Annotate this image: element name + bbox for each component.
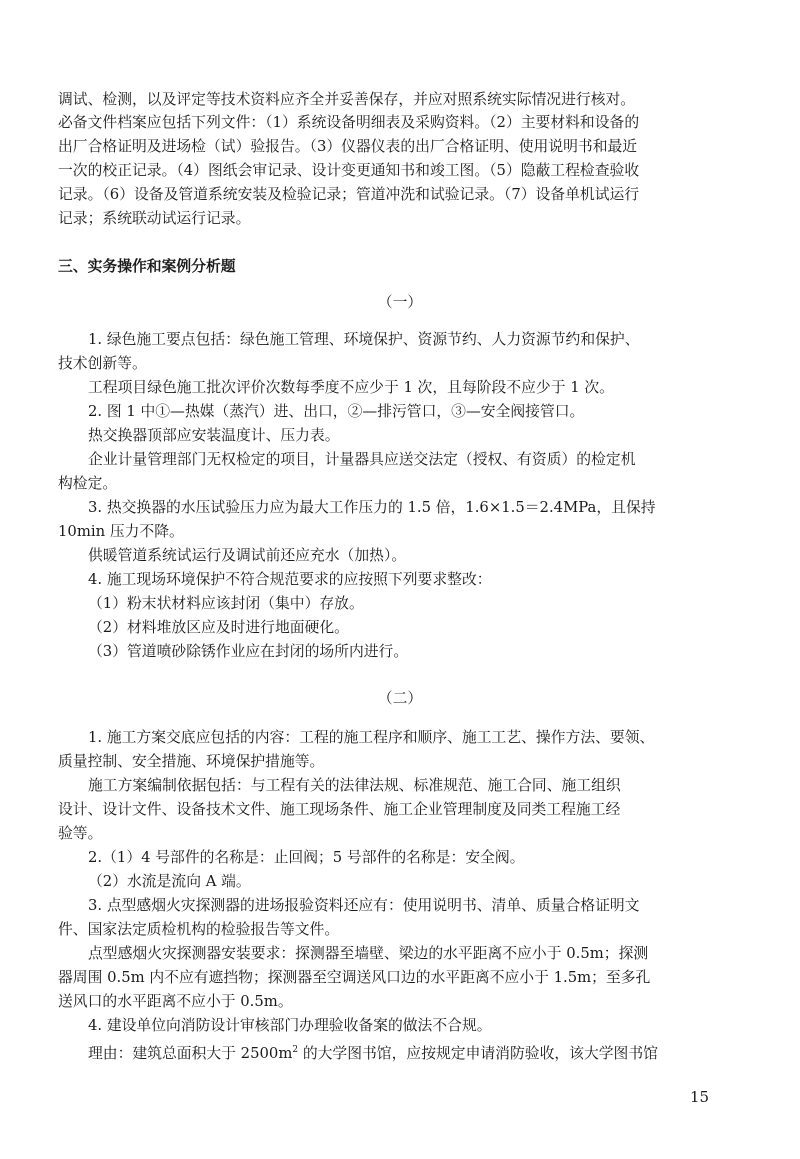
text-span: 的大学图书馆，应按规定申请消防验收，该大学图书馆	[298, 1044, 658, 1062]
page-number: 15	[690, 1088, 710, 1106]
text-line: 必备文件档案应包括下列文件：（1）系统设备明细表及采购资料。（2）主要材料和设备的	[58, 114, 640, 131]
text-line	[88, 1040, 658, 1064]
superscript: 2	[292, 1045, 299, 1055]
text-line: 施工方案编制依据包括：与工程有关的法律法规、标准规范、施工合同、施工组织	[88, 777, 621, 794]
text-line: 点型感烟火灾探测器安装要求：探测器至墙壁、梁边的水平距离不应小于 0.5m；探测	[88, 945, 649, 962]
text-line: 设计、设计文件、设备技术文件、施工现场条件、施工企业管理制度及同类工程施工经	[58, 801, 621, 818]
text-line: 4. 施工现场环境保护不符合规范要求的应按照下列要求整改：	[88, 571, 492, 588]
text-line: 构检定。	[58, 475, 118, 492]
text-line: 记录；系统联动试运行记录。	[58, 210, 251, 227]
text-line: 调试、检测，以及评定等技术资料应齐全并妥善保存，并应对照系统实际情况进行核对。	[58, 91, 636, 108]
subsection-marker: （一）	[377, 294, 423, 311]
text-line: 10min 压力不降。	[58, 523, 184, 540]
text-line: 记录。（6）设备及管道系统安装及检验记录；管道冲洗和试验记录。（7）设备单机试运行	[58, 186, 640, 203]
text-span: 理由：建筑总面积大于 2500m	[88, 1044, 293, 1062]
text-line: 热交换器顶部应安装温度计、压力表。	[88, 427, 340, 444]
text-line: 3. 热交换器的水压试验压力应为最大工作压力的 1.5 倍，1.6×1.5＝2.4MPa，且保持	[88, 499, 656, 516]
text-line: 件、国家法定质检机构的检验报告等文件。	[58, 921, 340, 938]
text-line: 出厂合格证明及进场检（试）验报告。（3）仪器仪表的出厂合格证明、使用说明书和最近	[58, 138, 638, 155]
text-line: 4. 建设单位向消防设计审核部门办理验收备案的做法不合规。	[88, 1017, 492, 1034]
text-line: 一次的校正记录。（4）图纸会审记录、设计变更通知书和竣工图。（5）隐蔽工程检查验收	[58, 162, 640, 179]
text-line: 企业计量管理部门无权检定的项目，计量器具应送交法定（授权、有资质）的检定机	[88, 451, 636, 468]
text-line: （2）材料堆放区应及时进行地面硬化。	[88, 619, 349, 636]
text-line: （1）粉末状材料应该封闭（集中）存放。	[88, 595, 364, 612]
subsection-marker: （二）	[377, 690, 423, 707]
text-line: 送风口的水平距离不应小于 0.5m。	[58, 993, 293, 1010]
text-line: 1. 施工方案交底应包括的内容：工程的施工程序和顺序、施工工艺、操作方法、要领、	[88, 729, 655, 746]
text-line: 工程项目绿色施工批次评价次数每季度不应少于 1 次，且每阶段不应少于 1 次。	[88, 379, 614, 396]
text-line: 1. 绿色施工要点包括：绿色施工管理、环境保护、资源节约、人力资源节约和保护、	[88, 331, 640, 348]
text-line: 质量控制、安全措施、环境保护措施等。	[58, 753, 325, 770]
text-line: 2. 图 1 中①—热媒（蒸汽）进、出口，②—排污管口，③—安全阀接管口。	[88, 403, 585, 420]
text-line: 技术创新等。	[58, 355, 147, 372]
text-line: 验等。	[58, 825, 103, 842]
text-line: 3. 点型感烟火灾探测器的进场报验资料还应有：使用说明书、清单、质量合格证明文	[88, 897, 640, 914]
text-line: （2）水流是流向 A 端。	[88, 873, 251, 890]
text-line: 器周围 0.5m 内不应有遮挡物；探测器至空调送风口边的水平距离不应小于 1.5m；至多孔	[58, 969, 651, 986]
text-line: 供暖管道系统试运行及调试前还应充水（加热）。	[88, 547, 407, 564]
text-line: 2.（1）4 号部件的名称是：止回阀；5 号部件的名称是：安全阀。	[88, 849, 525, 866]
section-heading: 三、实务操作和案例分析题	[58, 258, 236, 275]
text-line: （3）管道喷砂除锈作业应在封闭的场所内进行。	[88, 643, 409, 660]
